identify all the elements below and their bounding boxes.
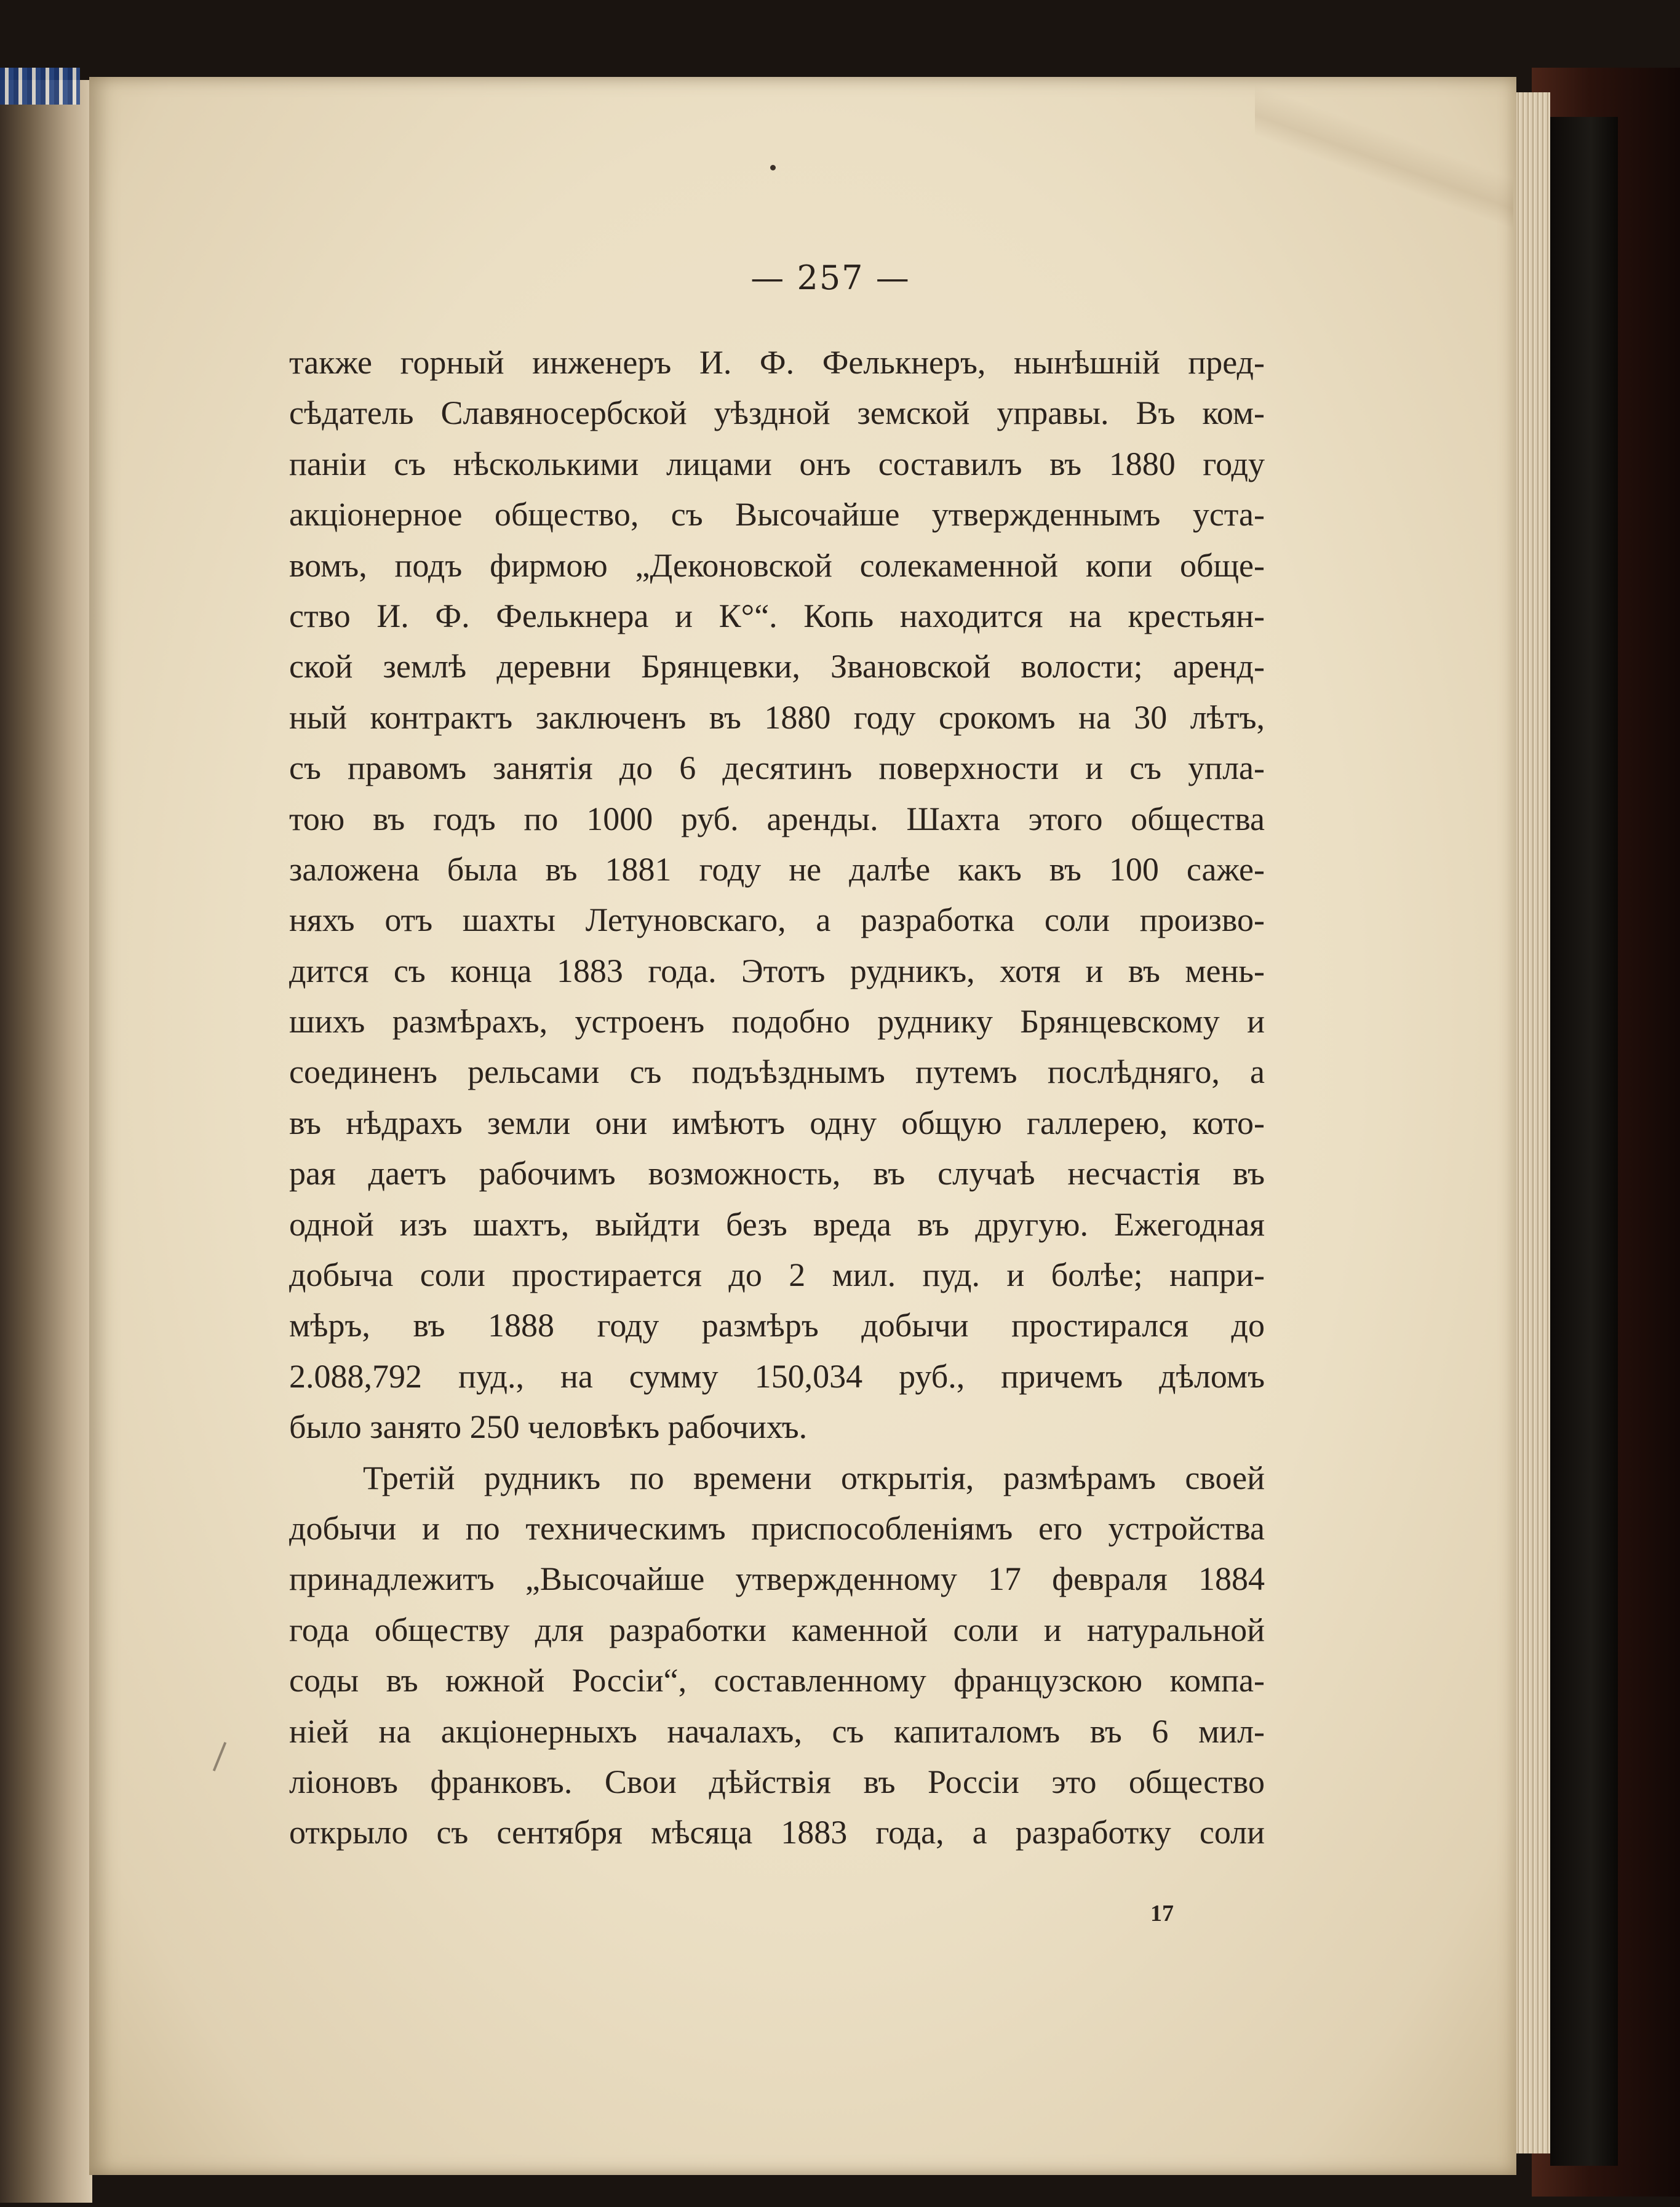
text-line: соды въ южной Россіи“, составленному французскою компа-: [289, 1662, 1265, 1699]
text-line: Третій рудникъ по времени открытія, размѣрамъ своей: [363, 1459, 1265, 1496]
page-number-header: — 257 —: [750, 258, 910, 297]
text-line: ской землѣ деревни Брянцевки, Звановской волости; аренд-: [289, 648, 1265, 685]
text-line: паніи съ нѣсколькими лицами онъ составилъ въ 1880 году: [289, 445, 1265, 482]
text-line: было занято 250 человѣкъ рабочихъ.: [289, 1408, 808, 1446]
text-line: рая даетъ рабочимъ возможность, въ случаѣ несчастія въ: [289, 1155, 1265, 1192]
text-line: дится съ конца 1883 года. Этотъ рудникъ, хотя и въ мень-: [289, 952, 1265, 989]
text-line: шихъ размѣрахъ, устроенъ подобно руднику Брянцевскому и: [289, 1003, 1265, 1040]
text-line: также горный инженеръ И. Ф. Фелькнеръ, нынѣшній пред-: [289, 344, 1265, 381]
text-line: ство И. Ф. Фелькнера и К°“. Копь находится на крестьян-: [289, 597, 1265, 634]
text-line: сѣдатель Славяносербской уѣздной земской управы. Въ ком-: [289, 394, 1265, 432]
text-line: заложена была въ 1881 году не далѣе какъ въ 100 саже-: [289, 850, 1265, 888]
text-line: мѣръ, въ 1888 году размѣръ добычи простирался до: [289, 1307, 1265, 1344]
adjacent-left-page: [0, 80, 92, 2203]
page-body-text: [289, 337, 1265, 1858]
text-line: добыча соли простирается до 2 мил. пуд. и болѣе; напри-: [289, 1256, 1265, 1294]
text-line: одной изъ шахтъ, выйдти безъ вреда въ другую. Ежегодная: [289, 1205, 1265, 1243]
ink-dot: [770, 165, 776, 170]
text-line: открыло съ сентября мѣсяца 1883 года, а разработку соли: [289, 1814, 1265, 1851]
text-line: добычи и по техническимъ приспособленіямъ его устройства: [289, 1509, 1265, 1547]
binding-thread: [0, 68, 80, 105]
text-line: вомъ, подъ фирмою „Деконовской солекаменной копи обще-: [289, 546, 1265, 584]
text-line: тою въ годъ по 1000 руб. аренды. Шахта этого общества: [289, 800, 1265, 837]
text-line: принадлежитъ „Высочайше утвержденному 17 февраля 1884: [289, 1560, 1265, 1598]
text-line: ніей на акціонерныхъ началахъ, съ капиталомъ въ 6 мил-: [289, 1712, 1265, 1750]
cover-board: [1550, 117, 1618, 2166]
text-line: 2.088,792 пуд., на сумму 150,034 руб., причемъ дѣломъ: [289, 1357, 1265, 1395]
text-line: съ правомъ занятія до 6 десятинъ поверхности и съ упла-: [289, 749, 1265, 787]
text-line: года обществу для разработки каменной соли и натуральной: [289, 1611, 1265, 1648]
text-line: акціонерное общество, съ Высочайше утвержденнымъ уста-: [289, 496, 1265, 533]
text-line: соединенъ рельсами съ подъѣзднымъ путемъ послѣдняго, а: [289, 1053, 1265, 1091]
text-line: въ нѣдрахъ земли они имѣютъ одну общую галлерею, кото-: [289, 1104, 1265, 1141]
text-line: няхъ отъ шахты Летуновскаго, а разработка соли произво-: [289, 901, 1265, 939]
text-line: ліоновъ франковъ. Свои дѣйствія въ Россіи это общество: [289, 1763, 1265, 1800]
text-line: ный контрактъ заключенъ въ 1880 году срокомъ на 30 лѣтъ,: [289, 698, 1265, 736]
signature-mark: 17: [1150, 1901, 1174, 1926]
